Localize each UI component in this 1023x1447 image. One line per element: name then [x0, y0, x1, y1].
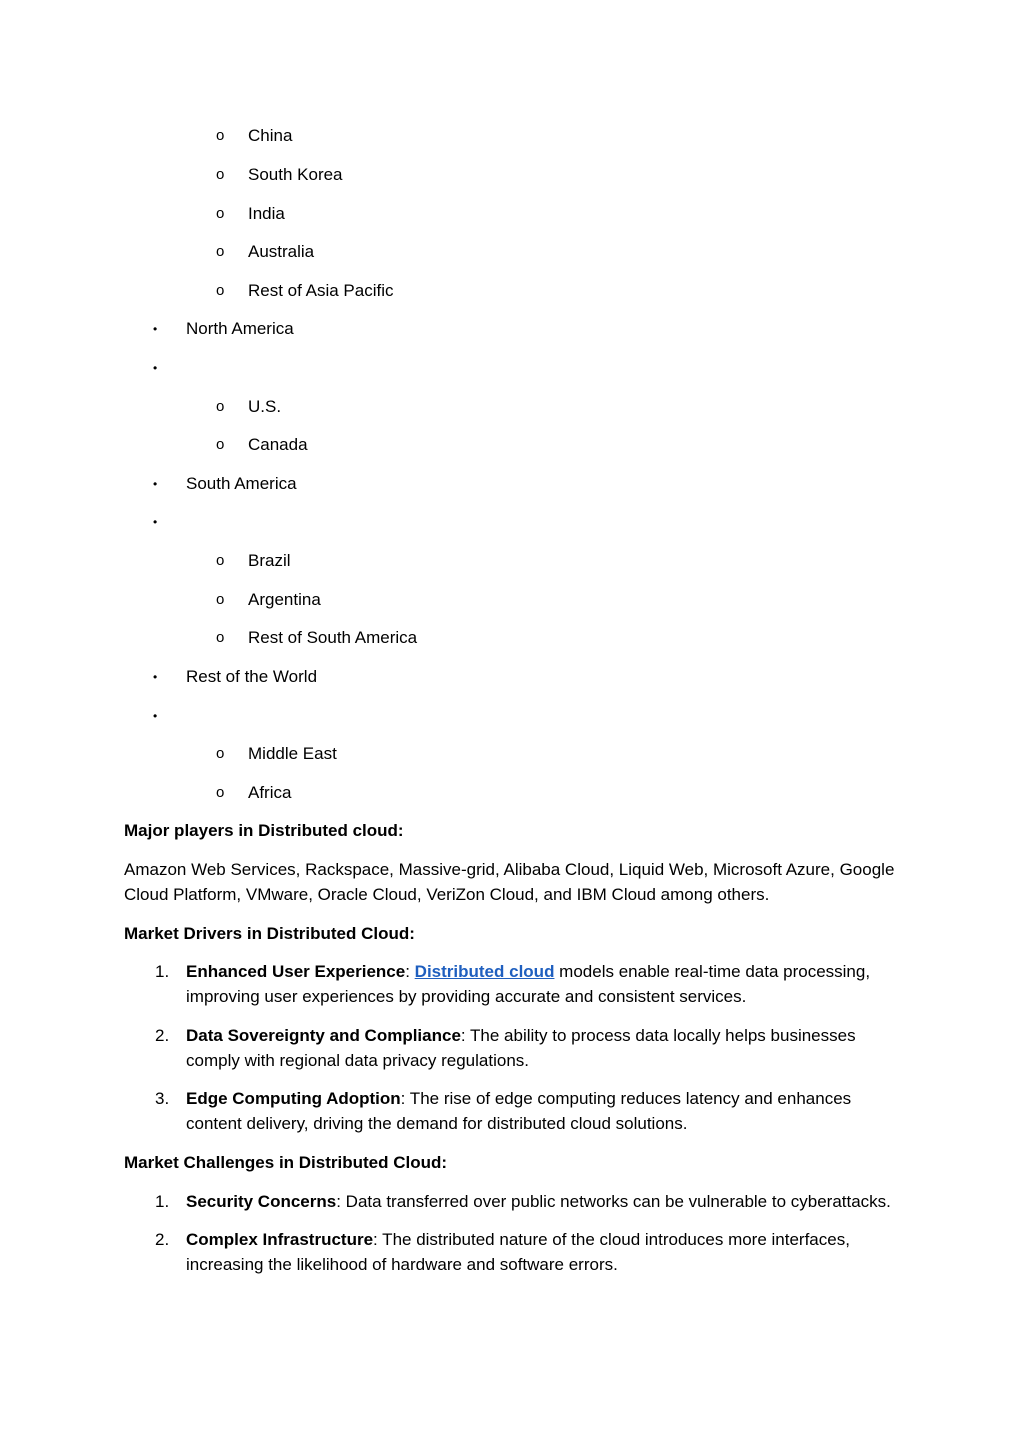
- bullet-marker: •: [153, 322, 158, 336]
- list-item-canada: Canada: [248, 435, 308, 454]
- challenge-item-line1: [186, 1230, 850, 1250]
- challenge-number: 1.: [155, 1192, 170, 1211]
- driver-title: Edge Computing Adoption: [186, 1089, 401, 1108]
- sub-bullet-marker: o: [216, 629, 225, 646]
- list-item-us: U.S.: [248, 397, 282, 416]
- sub-bullet-marker: o: [216, 205, 225, 222]
- list-item-rest-of-south-america: Rest of South America: [248, 628, 418, 647]
- list-item-south-america: South America: [186, 474, 297, 493]
- challenge-item-line1: [186, 1192, 891, 1212]
- bullet-marker-empty: •: [153, 515, 158, 529]
- driver-item-line2: comply with regional data privacy regulations.: [186, 1051, 530, 1070]
- list-item-rest-of-asia-pacific: Rest of Asia Pacific: [248, 281, 394, 300]
- sub-bullet-marker: o: [216, 166, 225, 183]
- driver-text: : The ability to process data locally helps businesses: [460, 1026, 856, 1045]
- challenge-number: 2.: [155, 1230, 170, 1249]
- sub-bullet-marker: o: [216, 398, 225, 415]
- sub-bullet-marker: o: [216, 243, 225, 260]
- list-item-india: India: [248, 204, 285, 223]
- distributed-cloud-link[interactable]: Distributed cloud: [414, 962, 555, 981]
- challenge-title: Security Concerns: [186, 1192, 337, 1211]
- driver-number: 1.: [155, 962, 170, 981]
- driver-text: models enable real-time data processing,: [554, 962, 871, 981]
- major-players-heading: Major players in Distributed cloud:: [124, 821, 404, 840]
- bullet-marker: •: [153, 670, 158, 684]
- major-players-text-line2: Cloud Platform, VMware, Oracle Cloud, VeriZon Cloud, and IBM Cloud among others.: [124, 885, 770, 904]
- sub-bullet-marker: o: [216, 745, 225, 762]
- list-item-south-korea: South Korea: [248, 165, 343, 184]
- challenge-text: : Data transferred over public networks can be vulnerable to cyberattacks.: [336, 1192, 891, 1211]
- sub-bullet-marker: o: [216, 127, 225, 144]
- list-item-africa: Africa: [248, 783, 292, 802]
- list-item-middle-east: Middle East: [248, 744, 337, 763]
- driver-item-line1: [186, 1089, 851, 1109]
- bullet-marker-empty: •: [153, 709, 158, 723]
- driver-title: Data Sovereignty and Compliance: [186, 1026, 461, 1045]
- sub-bullet-marker: o: [216, 552, 225, 569]
- driver-item-line1: [186, 962, 870, 982]
- bullet-marker-empty: •: [153, 361, 158, 375]
- challenge-title: Complex Infrastructure: [186, 1230, 374, 1249]
- driver-number: 2.: [155, 1026, 170, 1045]
- list-item-rest-of-the-world: Rest of the World: [186, 667, 318, 686]
- list-item-china: China: [248, 126, 293, 145]
- market-drivers-heading: Market Drivers in Distributed Cloud:: [124, 924, 415, 943]
- driver-item-line2: content delivery, driving the demand for distributed cloud solutions.: [186, 1114, 688, 1133]
- driver-number: 3.: [155, 1089, 170, 1108]
- challenge-item-line2: increasing the likelihood of hardware and software errors.: [186, 1255, 618, 1274]
- driver-text: : The rise of edge computing reduces latency and enhances: [400, 1089, 852, 1108]
- major-players-text-line1: Amazon Web Services, Rackspace, Massive-grid, Alibaba Cloud, Liquid Web, Microsoft Azure, Google: [124, 860, 895, 879]
- sub-bullet-marker: o: [216, 784, 225, 801]
- list-item-north-america: North America: [186, 319, 294, 338]
- list-item-argentina: Argentina: [248, 590, 321, 609]
- sub-bullet-marker: o: [216, 591, 225, 608]
- bullet-marker: •: [153, 477, 158, 491]
- sub-bullet-marker: o: [216, 282, 225, 299]
- challenge-text: : The distributed nature of the cloud introduces more interfaces,: [373, 1230, 850, 1249]
- market-challenges-heading: Market Challenges in Distributed Cloud:: [124, 1153, 448, 1172]
- sub-bullet-marker: o: [216, 436, 225, 453]
- driver-separator: :: [405, 962, 415, 981]
- list-item-australia: Australia: [248, 242, 315, 261]
- driver-item-line1: [186, 1026, 856, 1046]
- driver-item-line2: improving user experiences by providing accurate and consistent services.: [186, 987, 747, 1006]
- list-item-brazil: Brazil: [248, 551, 291, 570]
- driver-title: Enhanced User Experience: [186, 962, 406, 981]
